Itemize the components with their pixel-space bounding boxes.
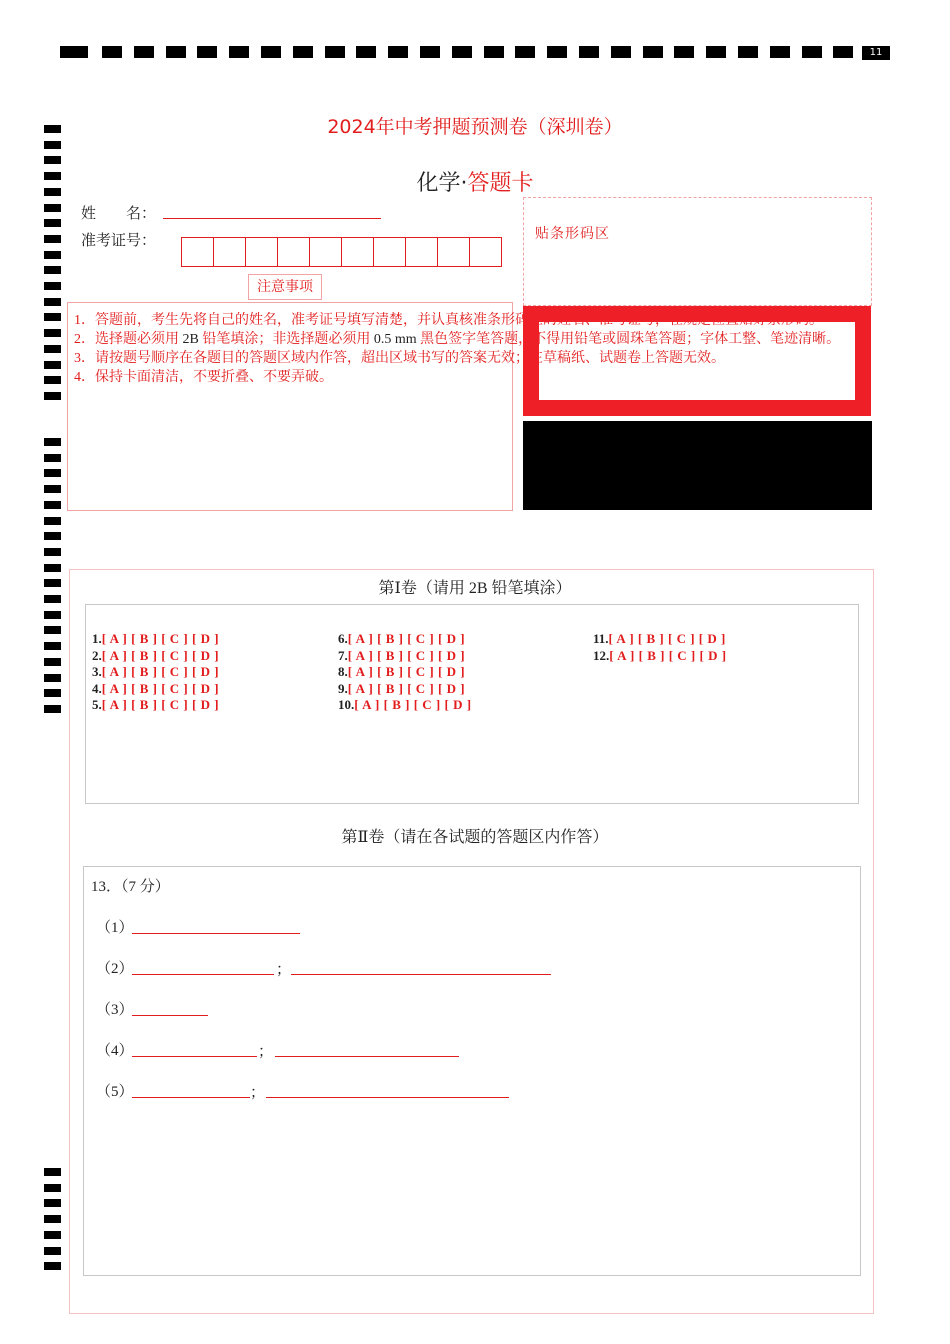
timing-mark	[44, 642, 61, 650]
answer-options[interactable]: [ A ] [ B ] [ C ] [ D ]	[354, 697, 472, 713]
mc-question[interactable]	[338, 664, 465, 680]
name-field[interactable]	[163, 217, 381, 219]
timing-mark	[44, 219, 61, 227]
timing-mark	[44, 329, 61, 337]
answer-card-label: 答题卡	[467, 171, 534, 196]
question-number: 11.	[593, 631, 609, 646]
mc-question[interactable]	[593, 631, 726, 647]
timing-mark	[515, 46, 535, 58]
timing-mark	[44, 204, 61, 212]
timing-mark	[356, 46, 376, 58]
card-subtitle	[0, 166, 950, 197]
timing-mark	[44, 282, 61, 290]
answer-options[interactable]: [ A ] [ B ] [ C ] [ D ]	[347, 647, 466, 663]
exam-id-digit-box[interactable]	[213, 237, 246, 267]
timing-mark	[44, 1199, 61, 1207]
answer-options[interactable]: [ A ] [ B ] [ C ] [ D ]	[101, 697, 220, 713]
q13-sub-2-answer-line-b[interactable]	[291, 973, 551, 975]
answer-options[interactable]: [ A ] [ B ] [ C ] [ D ]	[608, 631, 726, 646]
question-number: 10.	[338, 697, 355, 713]
notice-item-2: 2．选择题必须用 2B 铅笔填涂；非选择题必须用 0.5 mm 黑色签字笔答题，不得用铅笔或圆珠笔答题；字体工整、笔迹清晰。	[74, 332, 841, 347]
timing-mark	[44, 345, 61, 353]
exam-id-digit-box[interactable]	[469, 237, 502, 267]
question-number: 4.	[92, 680, 102, 696]
timing-mark	[547, 46, 567, 58]
question-number: 6.	[338, 631, 348, 646]
answer-options[interactable]: [ A ] [ B ] [ C ] [ D ]	[347, 664, 466, 680]
timing-mark	[44, 235, 61, 243]
timing-mark	[44, 1247, 61, 1255]
barcode-area	[523, 197, 872, 306]
answer-options[interactable]: [ A ] [ B ] [ C ] [ D ]	[101, 664, 220, 680]
timing-mark	[44, 392, 61, 400]
timing-mark	[44, 141, 61, 149]
timing-mark	[579, 46, 599, 58]
timing-mark	[44, 485, 61, 493]
timing-mark	[44, 156, 61, 164]
timing-mark	[44, 251, 61, 259]
timing-mark	[44, 469, 61, 477]
timing-mark	[197, 46, 217, 58]
answer-options[interactable]: [ A ] [ B ] [ C ] [ D ]	[101, 631, 220, 646]
exam-id-label: 准考证号：	[81, 233, 157, 249]
timing-mark	[44, 376, 61, 384]
timing-mark	[643, 46, 663, 58]
mc-question[interactable]	[92, 648, 219, 664]
exam-id-digit-box[interactable]	[245, 237, 278, 267]
timing-mark	[388, 46, 408, 58]
timing-mark	[102, 46, 122, 58]
timing-mark	[44, 626, 61, 634]
timing-mark	[44, 1215, 61, 1223]
answer-options[interactable]: [ A ] [ B ] [ C ] [ D ]	[101, 647, 220, 663]
exam-id-digit-box[interactable]	[181, 237, 214, 267]
timing-mark	[44, 501, 61, 509]
q13-sub-1-label: （1）	[96, 920, 134, 936]
answer-options[interactable]: [ A ] [ B ] [ C ] [ D ]	[609, 647, 727, 663]
q13-answer-box	[83, 866, 861, 1276]
timing-mark	[44, 548, 61, 556]
timing-mark	[802, 46, 822, 58]
q13-sub-2-answer-line-a[interactable]	[132, 973, 274, 975]
barcode-label: 贴条形码区	[535, 227, 610, 242]
top-timing-marks	[60, 46, 890, 60]
page-number: 11	[862, 46, 890, 60]
q13-sub-1-answer-line[interactable]	[132, 932, 300, 934]
timing-mark	[452, 46, 472, 58]
notice-title: 注意事项	[248, 274, 322, 300]
q13-sub-3-answer-line[interactable]	[132, 1014, 208, 1016]
timing-mark	[134, 46, 154, 58]
timing-mark	[770, 46, 790, 58]
timing-mark	[261, 46, 281, 58]
timing-mark	[44, 454, 61, 462]
timing-mark	[229, 46, 249, 58]
q13-sub-5-answer-line-a[interactable]	[132, 1096, 250, 1098]
black-mark-block	[523, 421, 872, 510]
timing-mark	[44, 298, 61, 306]
question-number: 1.	[92, 631, 102, 646]
part1-title: 第Ⅰ卷（请用 2B 铅笔填涂）	[378, 580, 572, 597]
separator: ；	[250, 1085, 266, 1101]
timing-mark	[60, 46, 88, 58]
timing-mark	[706, 46, 726, 58]
exam-id-digit-box[interactable]	[309, 237, 342, 267]
timing-mark	[325, 46, 345, 58]
q13-sub-5-label: （5）	[96, 1084, 134, 1100]
timing-mark	[44, 1168, 61, 1176]
separator: ；	[258, 1044, 274, 1060]
absence-mark-frame	[523, 306, 871, 416]
exam-id-boxes[interactable]	[181, 237, 501, 267]
answer-options[interactable]: [ A ] [ B ] [ C ] [ D ]	[101, 680, 220, 696]
timing-mark	[44, 517, 61, 525]
timing-mark	[44, 658, 61, 666]
timing-mark	[833, 46, 853, 58]
answer-options[interactable]: [ A ] [ B ] [ C ] [ D ]	[347, 631, 466, 646]
q13-header: 13．（7 分）	[91, 879, 170, 895]
question-number: 9.	[338, 680, 348, 696]
timing-mark	[44, 313, 61, 321]
answer-options[interactable]: [ A ] [ B ] [ C ] [ D ]	[347, 680, 466, 696]
question-number: 7.	[338, 647, 348, 663]
question-number: 8.	[338, 664, 348, 680]
notice-item-1: 1．答题前，考生先将自己的姓名，准考证号填写清楚，并认真核准条形码上的姓名、准考证号，在规定位置贴好条形码。	[74, 313, 823, 328]
mc-question[interactable]	[338, 681, 465, 697]
timing-mark	[611, 46, 631, 58]
timing-mark	[44, 611, 61, 619]
exam-id-digit-box[interactable]	[277, 237, 310, 267]
timing-mark	[44, 1262, 61, 1270]
timing-mark	[44, 1231, 61, 1239]
mc-question[interactable]	[338, 697, 472, 713]
exam-title: 2024年中考押题预测卷（深圳卷）	[327, 116, 623, 138]
mc-question[interactable]	[338, 631, 465, 647]
notice-item-3: 3．请按题号顺序在各题目的答题区域内作答，超出区域书写的答案无效；在草稿纸、试题卷上答题无效。	[74, 351, 725, 366]
timing-mark	[44, 674, 61, 682]
timing-mark	[738, 46, 758, 58]
timing-mark	[44, 1184, 61, 1192]
part2-title: 第Ⅱ卷（请在各试题的答题区内作答）	[341, 829, 609, 846]
timing-mark	[674, 46, 694, 58]
timing-mark	[166, 46, 186, 58]
notice-item-4: 4．保持卡面清洁，不要折叠、不要弄破。	[74, 370, 333, 385]
mc-question[interactable]	[338, 648, 465, 664]
timing-mark	[420, 46, 440, 58]
exam-id-digit-box[interactable]	[405, 237, 438, 267]
mc-question[interactable]	[593, 648, 727, 664]
mc-question[interactable]	[92, 664, 219, 680]
timing-mark	[44, 705, 61, 713]
timing-mark	[44, 361, 61, 369]
timing-mark	[484, 46, 504, 58]
q13-sub-2-label: （2）	[96, 961, 134, 977]
timing-mark	[44, 532, 61, 540]
q13-sub-5-answer-line-b[interactable]	[266, 1096, 509, 1098]
q13-sub-4-label: （4）	[96, 1043, 134, 1059]
timing-mark	[44, 689, 61, 697]
exam-id-digit-box[interactable]	[341, 237, 374, 267]
timing-mark	[293, 46, 313, 58]
subject-label: 化学·	[416, 171, 468, 196]
mc-question[interactable]	[92, 681, 219, 697]
name-label: 姓 名：	[81, 206, 157, 222]
exam-id-digit-box[interactable]	[373, 237, 406, 267]
question-number: 12.	[593, 647, 610, 663]
question-number: 5.	[92, 697, 102, 713]
mc-question[interactable]	[92, 631, 219, 647]
q13-sub-4-answer-line-a[interactable]	[132, 1055, 257, 1057]
question-number: 3.	[92, 664, 102, 680]
question-number: 2.	[92, 647, 102, 663]
mc-question[interactable]	[92, 697, 219, 713]
q13-sub-3-label: （3）	[96, 1002, 134, 1018]
timing-mark	[44, 438, 61, 446]
exam-id-digit-box[interactable]	[437, 237, 470, 267]
timing-mark	[44, 266, 61, 274]
separator: ；	[276, 962, 292, 978]
timing-mark	[44, 564, 61, 572]
q13-sub-4-answer-line-b[interactable]	[275, 1055, 459, 1057]
